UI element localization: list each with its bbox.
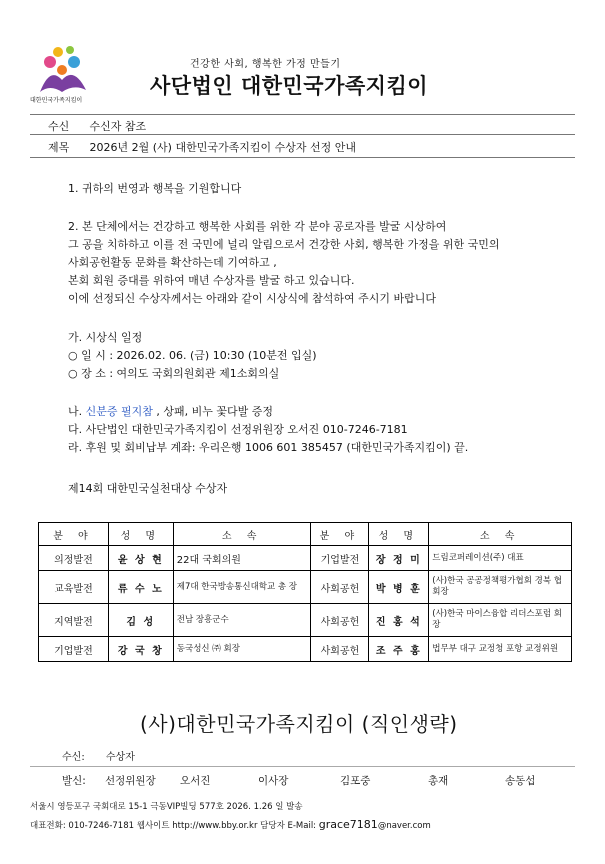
sender-label: 발신: [62,775,86,787]
name-cell: 박 병 훈 [369,571,429,604]
item-ra: 라. 후원 및 회비납부 계좌: 우리은행 1006 601 385457 (대한민국가족지킴이) 끝. [68,441,469,454]
table-row [39,546,572,571]
header-affiliation: 소 속 [429,523,572,546]
awards-title: 제14회 대한민국실천대상 수상자 [68,482,228,495]
name-cell: 류 수 노 [108,571,173,604]
header-field: 분 야 [39,523,109,546]
paragraph-line: 본회 회원 증대를 위하여 매년 수상자를 발굴 하고 있습니다. [68,274,355,287]
subject-row [48,139,356,155]
org-slogan: 건강한 사회, 행복한 가정 만들기 [190,59,341,70]
name-cell: 강 국 창 [108,637,173,662]
name-cell: 김 성 [108,604,173,637]
field-cell: 기업발전 [39,637,109,662]
name-cell: 조 주 홍 [369,637,429,662]
president-role: 총재 [428,775,449,787]
affiliation-cell: (사)한국 공공정책평가협회 경북 협회장 [429,571,572,604]
schedule-section [68,329,317,383]
affiliation-cell: 법무부 대구 교정청 포항 교정위원 [429,637,572,662]
footer-address: 서울시 영등포구 국회대로 15-1 극동VIP빌딩 577호 2026. 1.26 일 발송 [30,802,303,812]
divider [30,114,575,115]
sender-role: 선정위원장 [105,775,156,787]
affiliation-cell: 제7대 한국방송통신대학교 총 장 [173,571,311,604]
paragraph-line: 그 공을 치하하고 이를 전 국민에 널리 알림으로서 건강한 사회, 행복한 가정을 위한 국민의 [68,238,500,251]
closing-recipient-value: 수상자 [105,752,135,763]
table-header-row [39,523,572,546]
header-name: 성 명 [369,523,429,546]
recipient-row [48,118,146,134]
item-na-rest: , 상패, 비누 꽃다발 증정 [152,405,273,418]
name-cell: 진 홍 석 [369,604,429,637]
logo-caption: 대한민국가족지킴이 [30,97,83,104]
greeting-line: 1. 귀하의 번영과 행복을 기원합니다 [68,182,242,195]
paragraph-line: 사회공헌활동 문화를 확산하는데 기여하고 , [68,256,277,269]
table-row [39,571,572,604]
name-cell: 장 정 미 [369,546,429,571]
field-cell: 지역발전 [39,604,109,637]
schedule-heading: 가. 시상식 일정 [68,331,143,344]
sender-name: 오서진 [180,775,211,787]
field-cell: 사회공헌 [311,637,369,662]
field-cell: 사회공헌 [311,604,369,637]
footer-contact [30,818,431,831]
affiliation-cell: 22대 국회의원 [173,546,311,571]
field-cell: 기업발전 [311,546,369,571]
schedule-date: ○ 일 시 : 2026.02. 06. (금) 10:30 (10분전 입실) [68,349,317,362]
closing-recipient-label: 수신: [62,752,85,763]
table-row [39,604,572,637]
footer-email-domain: @naver.com [377,821,431,831]
item-na [68,403,468,421]
divider [30,134,575,135]
awards-table [38,522,572,662]
schedule-place: ○ 장 소 : 여의도 국회의원회관 제1소회의실 [68,367,280,380]
president-name: 송동섭 [505,775,536,787]
org-title: 사단법인 대한민국가족지킴이 [150,74,429,98]
affiliation-cell: 전남 장흥군수 [173,604,311,637]
purpose-paragraph [68,218,500,308]
affiliation-cell: 드림코퍼레이션(주) 대표 [429,546,572,571]
footer-email-user: grace7181 [318,818,378,831]
divider [30,766,575,767]
chairman-name: 김포중 [340,775,371,787]
table-row [39,637,572,662]
item-na-prefix: 나. [68,405,86,418]
closing-recipient [62,748,135,763]
issuer-title: (사)대한민국가족지킴이 (직인생략) [140,712,458,736]
header-field: 분 야 [311,523,369,546]
subject-value: 2026년 2월 (사) 대한민국가족지킴이 수상자 선정 안내 [89,141,356,154]
footer-contact-prefix: 대표전화: 010-7246-7181 웹사이트 http://www.bby.or.kr 담당자 E-Mail: [30,821,319,831]
chairman-role: 이사장 [258,775,289,787]
divider [30,157,575,158]
header-name: 성 명 [108,523,173,546]
item-da: 다. 사단법인 대한민국가족지킴이 선정위원장 오서진 010-7246-7181 [68,423,408,436]
recipient-label: 수신 [48,120,70,133]
field-cell: 교육발전 [39,571,109,604]
paragraph-line: 2. 본 단체에서는 건강하고 행복한 사회를 위한 각 분야 공로자를 발굴 시상하여 [68,220,447,233]
affiliation-cell: (사)한국 마이스융합 리더스포럼 회장 [429,604,572,637]
paragraph-line: 이에 선정되신 수상자께서는 아래와 같이 시상식에 참석하여 주시기 바랍니다 [68,292,437,305]
subject-label: 제목 [48,141,70,154]
field-cell: 의정발전 [39,546,109,571]
recipient-value: 수신자 참조 [89,120,147,133]
field-cell: 사회공헌 [311,571,369,604]
id-required-note: 신분증 필지참 [85,405,153,418]
name-cell: 윤 상 현 [108,546,173,571]
affiliation-cell: 동국성신 ㈜ 회장 [173,637,311,662]
notice-items [68,403,468,457]
header-affiliation: 소 속 [173,523,311,546]
